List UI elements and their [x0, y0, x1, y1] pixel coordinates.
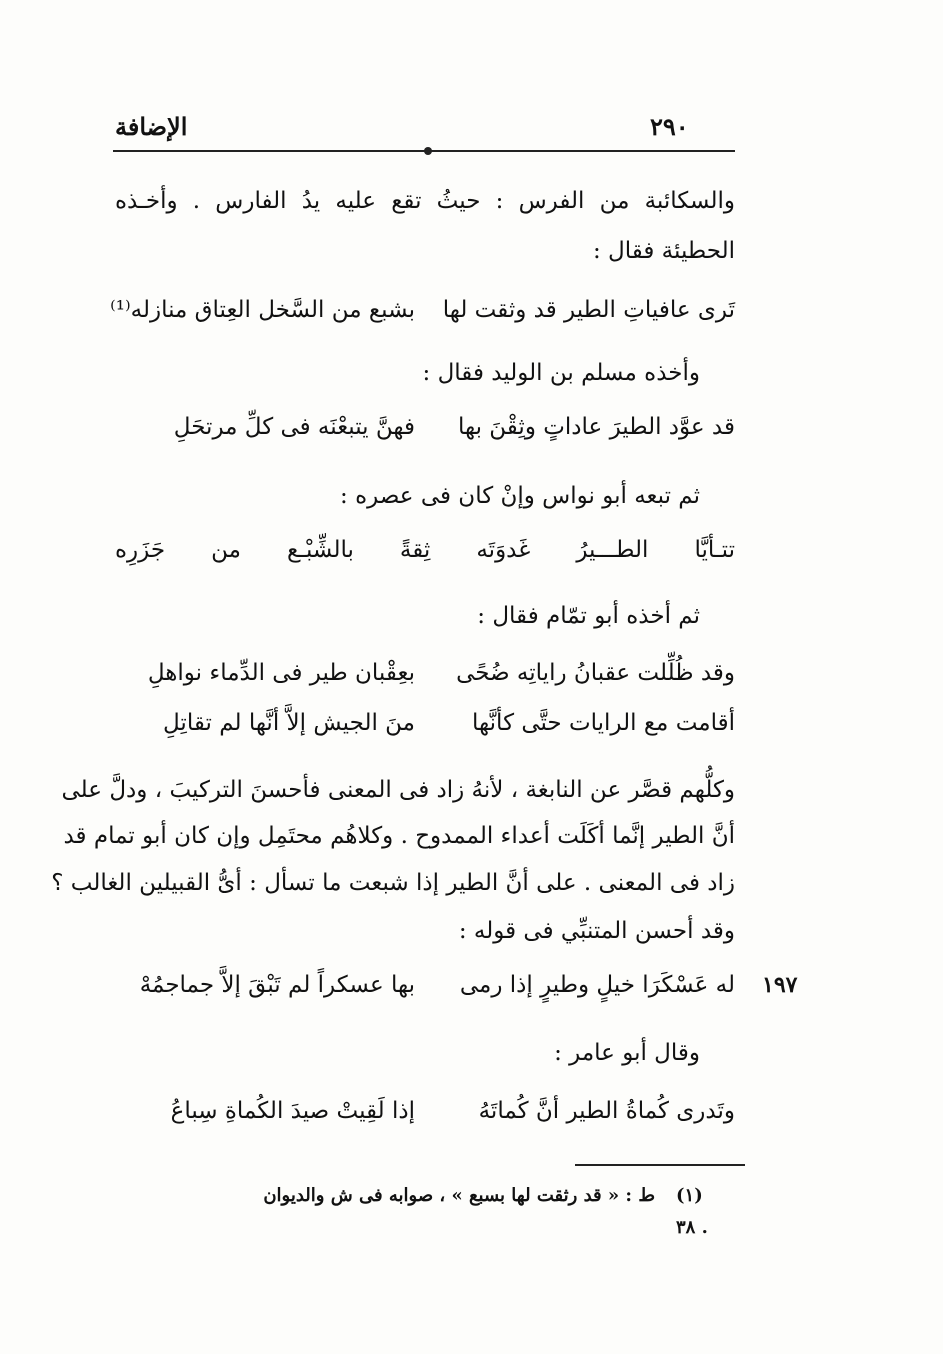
- verse-second-hemistich: بعِقْبان طير فى الدِّماء نواهلِ: [147, 660, 415, 686]
- verse-first-hemistich: وقد ظُلِّلت عقبانُ راياتِه ضُحًى: [456, 660, 735, 686]
- verse-number: ١٩٧: [762, 972, 798, 998]
- verse-first-hemistich: وتَدرى كُماةُ الطير أنَّ كُماتَهُ: [478, 1098, 735, 1124]
- verse-first-hemistich: أقامت مع الرايات حتَّى كأنَّها: [472, 710, 735, 736]
- prose-line: ثم تبعه أبو نواس وإنْ كان فى عصره :: [340, 483, 700, 509]
- prose-line: زاد فى المعنى . على أنَّ الطير إذا شبعت ما تسأل : أىُّ القبيلين الغالب ؟: [51, 870, 735, 896]
- prose-line: والسكائبة من الفرس : حيثُ تقع عليه يدُ الفارس . وأخـذه: [115, 188, 735, 214]
- running-title: الإضافة: [115, 112, 188, 141]
- verse-second-hemistich: بشبع من السَّخل العِتاق منازله⁽¹⁾: [110, 297, 415, 323]
- verse-second-hemistich: بها عسكراً لم تَبْقَ إلاَّ جماجمُهْ: [139, 972, 415, 998]
- prose-line: الحطيئة فقال :: [592, 238, 735, 264]
- footnote-rule: [575, 1164, 745, 1166]
- prose-line: أنَّ الطير إنَّما أكَلَت أعداء الممدوح . وكلاهُم محتَمِل وإن كان أبو تمام قد: [63, 823, 735, 849]
- prose-line: ثم أخذه أبو تمّام فقال :: [477, 603, 700, 629]
- verse-second-hemistich: منَ الجيش إلاَّ أنَّها لم تقاتِلِ: [163, 710, 415, 736]
- page-number: ٢٩٠: [650, 112, 689, 141]
- footnote-marker: (١): [676, 1185, 703, 1206]
- prose-line: وقال أبو عامر :: [554, 1040, 700, 1066]
- prose-line: وقد أحسن المتنبِّي فى قوله :: [458, 918, 735, 944]
- verse-line: تتـأيَّا الطـــيرُ غَدوَتَه ثِقةً بالشِّبْـع من جَزَرِه: [115, 537, 735, 563]
- verse-second-hemistich: إذا لَقِيتْ صيدَ الكُماةِ سِباعُ: [170, 1098, 415, 1124]
- verse-first-hemistich: تَرى عافياتِ الطير قد وثقت لها: [442, 297, 735, 323]
- footnote-text: ط : « قد رثقت لها بسبع » ، صوابه فى ش والديوان: [263, 1185, 655, 1206]
- footnote-continuation: . ٣٨: [676, 1217, 708, 1238]
- prose-line: وكلُّهم قصَّر عن النابغة ، لأنهُ زاد فى المعنى فأحسنَ التركيبَ ، ودلَّ على: [61, 777, 735, 803]
- prose-line: وأخذه مسلم بن الوليد فقال :: [422, 360, 700, 386]
- verse-first-hemistich: له عَسْكَرَا خيلٍ وطيرٍ إذا رمى: [459, 972, 735, 998]
- verse-first-hemistich: قد عوَّد الطيرَ عاداتٍ وثِقْنَ بها: [457, 414, 735, 440]
- verse-second-hemistich: فهنَّ يتبعْنَه فى كلِّ مرتحَلِ: [173, 414, 415, 440]
- header-rule-ornament: [424, 147, 432, 155]
